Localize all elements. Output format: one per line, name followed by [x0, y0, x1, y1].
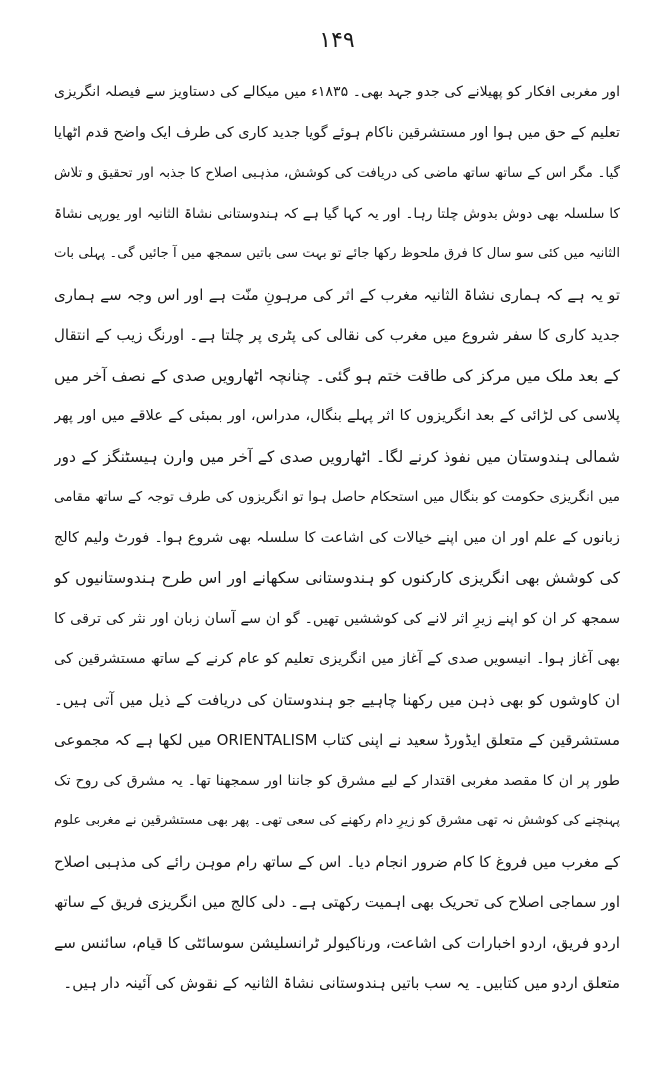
text-line: جدید کاری کا سفر شروع میں مغرب کی نقالی کی پٹری پر چلتا ہے۔ اورنگ زیب کے انتقال: [54, 326, 620, 344]
text-line: کے مغرب میں فروغ کا کام ضرور انجام دیا۔ اس کے ساتھ رام موہن رائے کی مذہبی اصلاح: [54, 852, 620, 871]
page-number: ۱۴۹: [319, 28, 355, 53]
text-line: ان کاوشوں کو بھی ذہن میں رکھنا چاہیے جو ہندوستان کی دریافت کے ذیل میں آتی ہیں۔: [54, 690, 620, 709]
text-line: زبانوں کے علم اور ان میں اپنے خیالات کی اشاعت کا سلسلہ بھی شروع ہوا۔ فورٹ ولیم کالج: [54, 529, 620, 546]
text-line: اردو فریق، اردو اخبارات کی اشاعت، ورناکیولر ٹرانسلیشن سوسائٹی کا قیام، سائنس سے: [54, 933, 620, 952]
text-line: گیا۔ مگر اس کے ساتھ ساتھ ماضی کی دریافت کی کوشش، مذہبی اصلاح کا جذبہ اور تحقیق و تلاش: [54, 165, 620, 181]
text-line: بھی آغاز ہوا۔ انیسویں صدی کے آغاز میں انگریزی تعلیم کو عام کرنے کے ساتھ مستشرقین کی: [54, 651, 620, 667]
body-text: [54, 72, 620, 1004]
text-line: سمجھ کر ان کو اپنے زیرِ اثر لانے کی کوششیں تھیں۔ گو ان سے آسان زبان اور نثر کی ترقی کا: [54, 610, 620, 627]
text-line: پلاسی کی لڑائی کے بعد انگریزوں کا اثر پہلے بنگال، مدراس، اور بمبئی کے علاقے میں اور پھر: [54, 407, 620, 424]
text-line: تعلیم کے حق میں ہوا اور مستشرقین ناکام ہوئے گویا جدید کاری کی طرف ایک واضح قدم اٹھایا: [54, 124, 620, 141]
text-line: اور مغربی افکار کو پھیلانے کی جدو جہد بھی۔ ۱۸۳۵ء میں میکالے کی دستاویز سے فیصلہ انگریزی: [54, 84, 620, 100]
text-line: متعلق اردو میں کتابیں۔ یہ سب باتیں ہندوستانی نشاۃ الثانیہ کے نقوش کی آئینہ دار ہیں۔: [63, 974, 620, 992]
text-line: پہنچنے کی کوشش نہ تھی مشرق کو زیرِ دام رکھنے کی سعی تھی۔ پھر بھی مستشرقین نے مغربی علوم: [54, 813, 620, 828]
text-line: میں انگریزی حکومت کو بنگال میں استحکام حاصل ہوا تو انگریزوں کی طرف توجہ کے ساتھ مقامی: [54, 489, 620, 505]
text-line: شمالی ہندوستان میں نفوذ کرنے لگا۔ اٹھارویں صدی کے آخر میں وارن ہیسٹنگز کے دور: [54, 447, 620, 466]
text-line: طور پر ان کا مقصد مغربی اقتدار کے لیے مشرق کو جاننا اور سمجھنا تھا۔ یہ مشرق کی روح تک: [54, 772, 620, 789]
text-line: اور سماجی اصلاح کی تحریک بھی اہمیت رکھتی ہے۔ دلی کالج میں انگریزی فریق کے ساتھ: [54, 893, 620, 911]
text-line: تو یہ ہے کہ ہماری نشاۃ الثانیہ مغرب کے اثر کی مرہونِ منّت ہے اور اس وجہ سے ہماری: [54, 285, 620, 304]
text-line: مستشرقین کے متعلق ایڈورڈ سعید نے اپنی کتاب ORIENTALISM میں لکھا ہے کہ مجموعی: [54, 731, 620, 749]
text-line: کا سلسلہ بھی دوش بدوش چلتا رہا۔ اور یہ کہا گیا ہے کہ ہندوستانی نشاۃ الثانیہ اور یورپی نشاۃ: [54, 205, 620, 222]
text-line: الثانیہ میں کئی سو سال کا فرق ملحوظ رکھا جائے تو بہت سی باتیں سمجھ میں آ جائیں گی۔ پہلی بات: [54, 246, 620, 261]
text-line: کی کوشش بھی انگریزی کارکنوں کو ہندوستانی سکھانے اور اس طرح ہندوستانیوں کو: [54, 569, 620, 587]
text-line: کے بعد ملک میں مرکز کی طاقت ختم ہو گئی۔ چنانچہ اٹھارویں صدی کے نصف آخر میں: [54, 366, 620, 385]
